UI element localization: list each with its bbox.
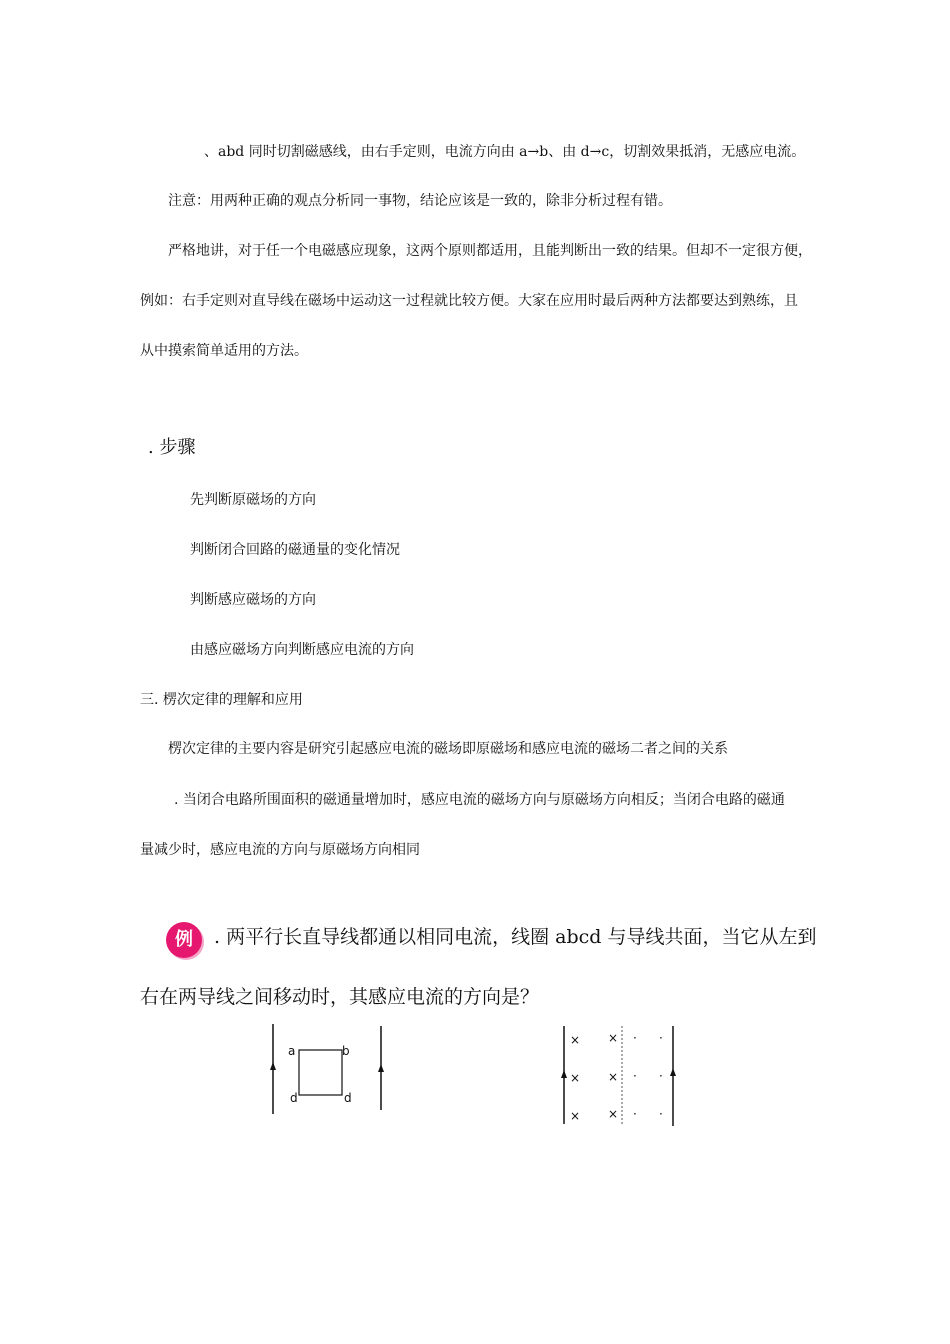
dot-mark-icon: · — [659, 1107, 663, 1121]
example-badge: 例 — [166, 922, 202, 958]
section3-point-line2: 量减少时，感应电流的方向与原磁场方向相同 — [140, 842, 420, 858]
figure-wires-and-loop — [262, 1022, 392, 1122]
step-item-3: 判断感应磁场的方向 — [190, 592, 316, 608]
cross-mark-icon: × — [608, 1070, 619, 1084]
cross-mark-icon: × — [570, 1071, 581, 1085]
label-a: a — [288, 1044, 296, 1058]
cross-mark-icon: × — [570, 1033, 581, 1047]
example-question-line2: 右在两导线之间移动时，其感应电流的方向是？ — [140, 986, 540, 1008]
dot-mark-icon: · — [659, 1031, 663, 1045]
example-question-line1: . 两平行长直导线都通以相同电流，线圈 abcd 与导线共面，当它从左到 — [214, 926, 817, 948]
cross-mark-icon: × — [570, 1109, 581, 1123]
paragraph-strictly-line1: 严格地讲，对于任一个电磁感应现象，这两个原则都适用，且能判断出一致的结果。但却不一定很方便， — [168, 243, 812, 259]
label-b: b — [342, 1044, 350, 1058]
right-wire-arrow-up-icon — [378, 1064, 384, 1072]
paragraph-cutting-analysis: 、abd 同时切割磁感线，由右手定则，电流方向由 a→b、由 d→c，切割效果抵消，无感应电流。 — [204, 144, 806, 160]
paragraph-strictly-line2: 例如：右手定则对直导线在磁场中运动这一过程就比较方便。大家在应用时最后两种方法都要达到熟练，且 — [140, 293, 798, 309]
paragraph-note: 注意：用两种正确的观点分析同一事物，结论应该是一致的，除非分析过程有错。 — [168, 193, 672, 209]
cross-mark-icon: × — [608, 1031, 619, 1045]
left-wire-arrow-up-icon — [270, 1062, 276, 1070]
dot-mark-icon: · — [633, 1031, 637, 1045]
step-item-1: 先判断原磁场的方向 — [190, 492, 316, 508]
cross-mark-icon: × — [608, 1107, 619, 1121]
section3-point-line1: . 当闭合电路所围面积的磁通量增加时，感应电流的磁场方向与原磁场方向相反；当闭合电路的磁通 — [174, 792, 785, 808]
dot-mark-icon: · — [633, 1069, 637, 1083]
label-d-left: d — [290, 1091, 298, 1105]
dot-mark-icon: · — [659, 1069, 663, 1083]
paragraph-strictly-line3: 从中摸索简单适用的方法。 — [140, 343, 308, 359]
section3-title: 三. 楞次定律的理解和应用 — [140, 692, 303, 708]
dot-mark-icon: · — [633, 1107, 637, 1121]
steps-heading: . 步骤 — [148, 437, 196, 458]
section3-intro: 楞次定律的主要内容是研究引起感应电流的磁场即原磁场和感应电流的磁场二者之间的关系 — [168, 741, 728, 757]
figure-magnetic-field — [555, 1022, 685, 1132]
label-d-right: d — [344, 1091, 352, 1105]
field-right-wire-arrow-up-icon — [670, 1068, 676, 1076]
loop-abcd — [299, 1050, 342, 1095]
step-item-4: 由感应磁场方向判断感应电流的方向 — [190, 642, 414, 658]
field-left-wire-arrow-up-icon — [561, 1070, 567, 1078]
step-item-2: 判断闭合回路的磁通量的变化情况 — [190, 542, 400, 558]
